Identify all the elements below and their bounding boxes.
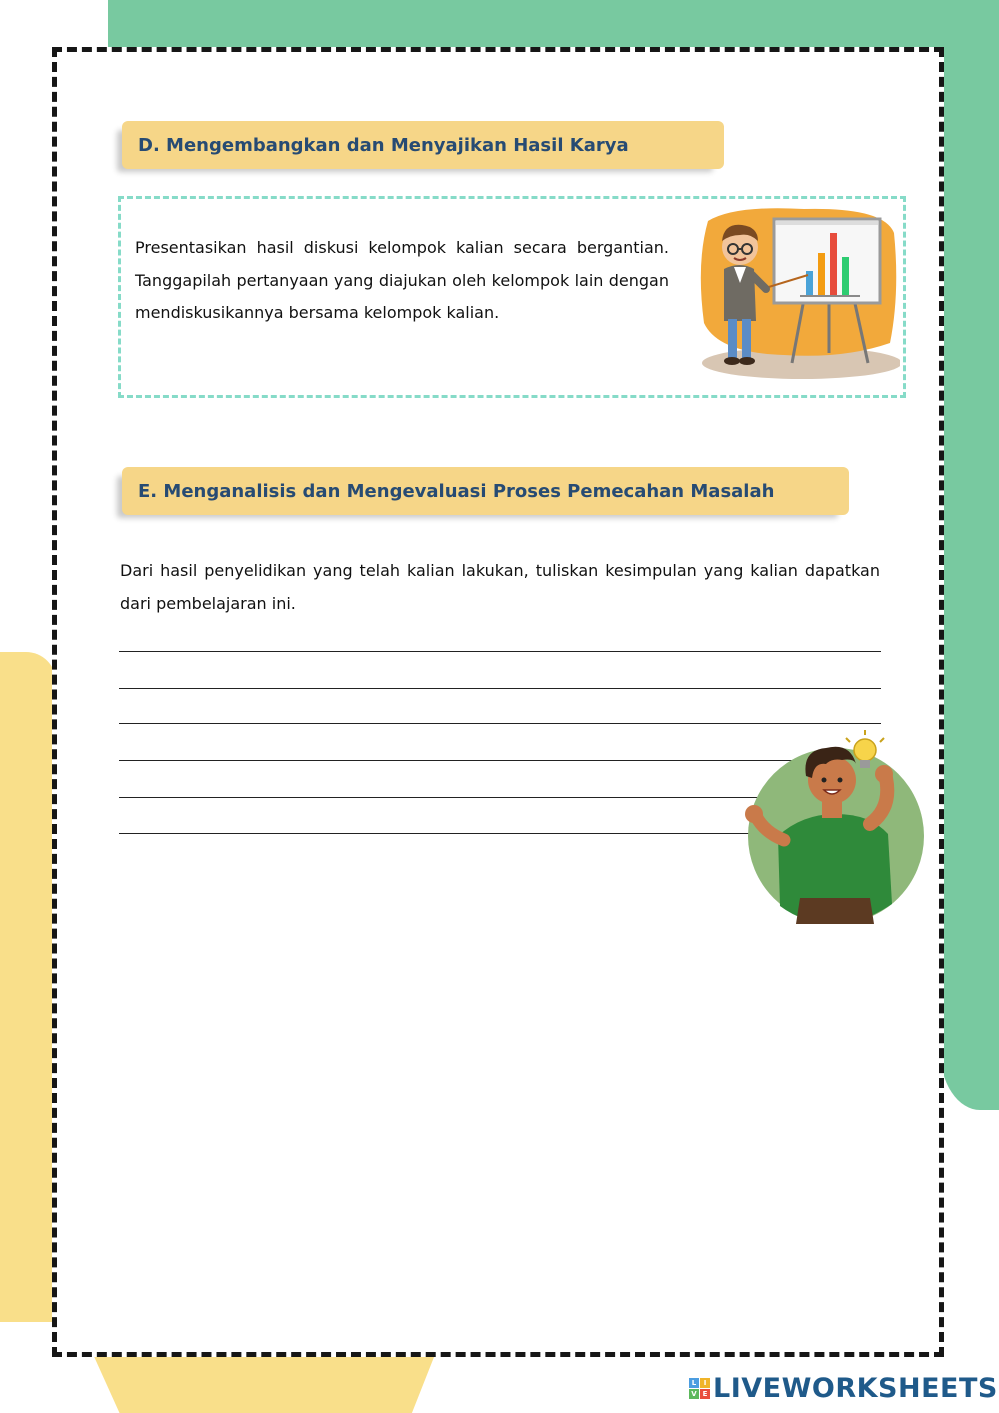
liveworksheets-logo[interactable] (689, 1373, 998, 1404)
answer-line-5[interactable] (119, 797, 767, 798)
section-d-heading: D. Mengembangkan dan Menyajikan Hasil Karya (122, 121, 724, 169)
whiteboard (774, 219, 880, 303)
section-d-instructions: Presentasikan hasil diskusi kelompok kalian secara bergantian. Tanggapilah pertanyaan yang diajukan oleh kelompok lain dengan mendiskusikannya bersama kelompok kalian. (135, 238, 669, 322)
answer-line-1[interactable] (119, 651, 881, 652)
section-e-heading: E. Menganalisis dan Mengevaluasi Proses Pemecahan Masalah (122, 467, 849, 515)
answer-line-4[interactable] (119, 760, 799, 761)
background-yellow-left (0, 652, 56, 1322)
background-yellow-bottom (92, 1352, 436, 1413)
answer-line-2[interactable] (119, 688, 881, 689)
background-green-right (940, 0, 999, 1110)
section-e-instructions: Dari hasil penyelidikan yang telah kalian lakukan, tuliskan kesimpulan yang kalian dapatkan dari pembelajaran ini. (120, 561, 880, 613)
chart-bar (830, 233, 837, 295)
presenter-illustration (694, 203, 900, 381)
chart-bar (842, 257, 849, 295)
answer-line-3[interactable] (119, 723, 881, 724)
answer-line-6[interactable] (119, 833, 755, 834)
logo-mark-icon: L I V E (689, 1378, 710, 1399)
student-idea-illustration (742, 728, 928, 926)
chart-bar (818, 253, 825, 295)
logo-text: LIVEWORKSHEETS (713, 1373, 998, 1404)
